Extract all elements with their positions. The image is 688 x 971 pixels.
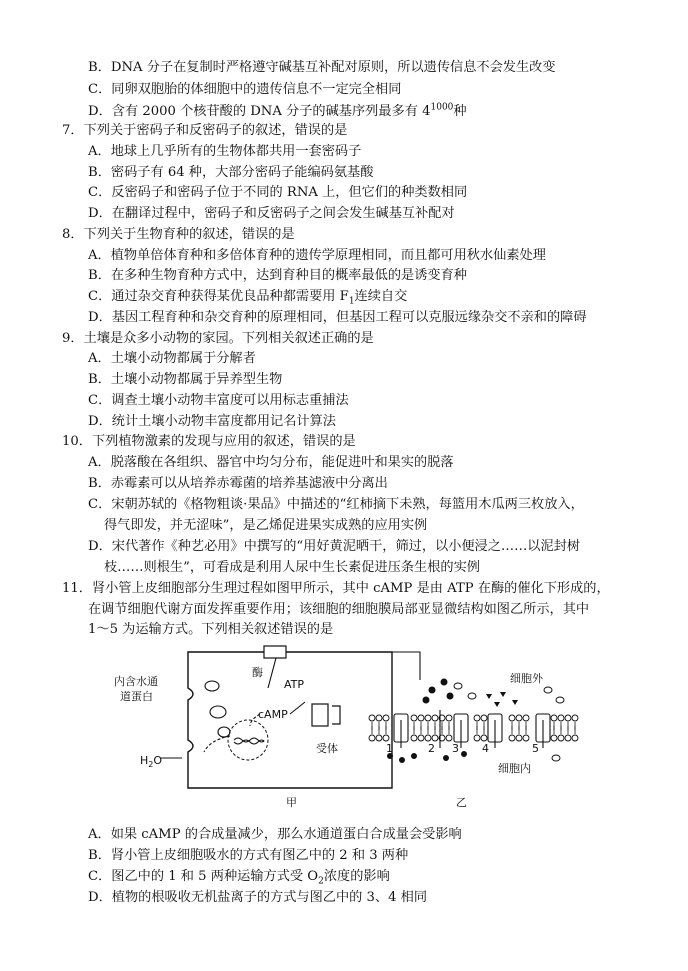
label-atp: ATP (284, 678, 305, 691)
q11-stem-line2: 在调节细胞代谢方面发挥重要作用；该细胞的细胞膜局部亚显微结构如图乙所示，其中 (88, 602, 590, 617)
q10-option-d-line1: D．宋代著作《种艺必用》中撰写的“用好黄泥晒干，筛过，以小便浸之……以泥封树 (88, 539, 581, 554)
solute-particle (468, 693, 476, 699)
label-yi: 乙 (456, 796, 467, 809)
q8-stem: 8．下列关于生物育种的叙述，错误的是 (62, 227, 295, 242)
q8-option-c-subscript: 1 (348, 296, 355, 307)
q10-option-d-line2: 枝……则根生”，可看成是利用人尿中生长素促进压条生根的实例 (104, 560, 480, 575)
q11-stem-line3: 1～5 为运输方式。下列相关叙述错误的是 (88, 622, 334, 637)
figure-jia (114, 646, 420, 809)
q9-stem: 9．土壤是众多小动物的家园。下列相关叙述正确的是 (62, 331, 374, 346)
solute-particle (552, 755, 560, 761)
phospholipid-head (551, 715, 557, 721)
q8-option-a: A．植物单倍体育种和多倍体育种的遗传学原理相同，而且都可用秋水仙素处理 (88, 248, 546, 263)
phospholipid-head (376, 735, 382, 741)
phospholipid-head (516, 735, 522, 741)
q9-option-d: D．统计土壤小动物丰富度都用记名计算法 (88, 414, 336, 429)
q9-option-b: B．土壤小动物都属于异养型生物 (88, 372, 283, 387)
arrow (290, 702, 305, 714)
label-receptor: 受体 (316, 742, 338, 755)
phospholipid-head (376, 715, 382, 721)
q6-option-d (88, 103, 467, 121)
receptor (312, 704, 328, 726)
label-inside: 细胞内 (498, 762, 531, 775)
solute-particle (441, 679, 448, 686)
label-outside: 细胞外 (510, 672, 543, 685)
q6-option-b: B．DNA 分子在复制时严格遵守碱基互补配对原则，所以遗传信息不会发生改变 (88, 60, 556, 75)
q11-option-a: A．如果 cAMP 的合成量减少，那么水通道蛋白合成量会受影响 (88, 827, 462, 842)
phospholipid-head (516, 715, 522, 721)
label-num-2: 2 (428, 742, 435, 755)
label-h2o (140, 754, 162, 769)
q11-option-c-text: C．图乙中的 1 和 5 两种运输方式受 O (88, 869, 319, 884)
label-enzyme: 酶 (252, 666, 263, 679)
phospholipid-head (509, 735, 515, 741)
phospholipid-head (418, 715, 424, 721)
arrow (204, 736, 230, 752)
q10-option-c-line1: C．宋朝苏轼的《格物粗谈·果品》中描述的“红柿摘下未熟，每篮用木瓜两三枚放入， (88, 497, 584, 512)
phospholipid-head (481, 735, 487, 741)
dna-strand (234, 740, 264, 744)
q10-option-a: A．脱落酸在各组织、器官中均匀分布，能促进叶和果实的脱落 (88, 455, 454, 470)
q8-option-d: D．基因工程育种和杂交育种的原理相同，但基因工程可以克服远缘杂交不亲和的障碍 (88, 310, 587, 325)
solute-particle (512, 700, 518, 705)
phospholipid-head (572, 735, 578, 741)
cell-outline (188, 652, 392, 788)
phospholipid-head (565, 715, 571, 721)
solute-particle (494, 702, 500, 707)
figure-yi (369, 671, 578, 809)
phospholipid-head (523, 715, 529, 721)
q8-option-b: B．在多种生物育种方式中，达到育种目的概率最低的是诱变育种 (88, 268, 467, 283)
solute-particle (411, 753, 417, 759)
label-num-4: 4 (482, 742, 489, 755)
q11-option-c-subscript: 2 (318, 876, 324, 887)
q8-option-c-suffix: 连续自交 (354, 289, 408, 304)
figure-cell-diagram (100, 640, 640, 825)
solute-particle (423, 697, 430, 704)
phospholipid-head (432, 715, 438, 721)
phospholipid-head (425, 715, 431, 721)
phospholipid-head (369, 735, 375, 741)
phospholipid-head (523, 735, 529, 741)
phospholipid-head (509, 715, 515, 721)
label-num-5: 5 (532, 742, 539, 755)
phospholipid-head (551, 735, 557, 741)
phospholipid-head (369, 715, 375, 721)
q11-stem-line1: 11．肾小管上皮细胞部分生理过程如图甲所示，其中 cAMP 是由 ATP 在酶的催化下形成的， (62, 581, 610, 596)
phospholipid-head (411, 715, 417, 721)
membrane-channel (264, 646, 286, 658)
vesicle (205, 681, 219, 691)
phospholipid-head (481, 715, 487, 721)
solute-particle (486, 694, 492, 699)
q8-option-c-text: C．通过杂交育种获得某优良品种都需要用 F (88, 289, 349, 304)
label-vesicle-line2: 道蛋白 (120, 690, 153, 703)
solute-particle (443, 755, 449, 761)
q7-option-b: B．密码子有 64 种，大部分密码子能编码氨基酸 (88, 165, 374, 180)
phospholipid-head (383, 735, 389, 741)
q10-option-b: B．赤霉素可以从培养赤霉菌的培养基滤液中分离出 (88, 476, 388, 491)
phospholipid-head (558, 715, 564, 721)
q11-option-c-suffix: 浓度的影响 (323, 869, 390, 884)
label-h2o-o: O (153, 754, 163, 767)
q7-option-a: A．地球上几乎所有的生物体都共用一套密码子 (88, 144, 362, 159)
q7-option-c: C．反密码子和密码子位于不同的 RNA 上，但它们的种类数相同 (88, 185, 468, 200)
q11-option-d: D．植物的根吸收无机盐离子的方式与图乙中的 3、4 相同 (88, 890, 428, 905)
label-jia: 甲 (286, 796, 297, 809)
q7-stem: 7．下列关于密码子和反密码子的叙述，错误的是 (62, 123, 348, 138)
phospholipid-head (411, 735, 417, 741)
label-vesicle-line1: 内含水通 (114, 675, 158, 688)
phospholipid-head (474, 735, 480, 741)
q11-option-c (88, 868, 390, 886)
q10-stem: 10．下列植物激素的发现与应用的叙述，错误的是 (62, 434, 356, 449)
q9-option-c: C．调查土壤小动物丰富度可以用标志重捕法 (88, 393, 349, 408)
phospholipid-head (383, 715, 389, 721)
label-num-3: 3 (452, 742, 459, 755)
solute-particle (556, 697, 564, 703)
solute-particle (447, 693, 454, 700)
label-num-1: 1 (386, 742, 393, 755)
q7-option-d: D．在翻译过程中，密码子和反密码子之间会发生碱基互补配对 (88, 206, 455, 221)
solute-particle (399, 757, 405, 763)
q6-option-d-text: D．含有 2000 个核苷酸的 DNA 分子的碱基序列最多有 4 (88, 104, 431, 119)
solute-particle (454, 683, 462, 689)
phospholipid-head (432, 735, 438, 741)
q6-option-c: C．同卵双胞胎的体细胞中的遗传信息不一定完全相同 (88, 82, 402, 97)
q11-option-b: B．肾小管上皮细胞吸水的方式有图乙中的 2 和 3 两种 (88, 848, 409, 863)
q9-option-a: A．土壤小动物都属于分解者 (88, 351, 256, 366)
label-h2o-sub: 2 (148, 760, 154, 769)
q8-option-c (88, 288, 407, 306)
solute-particle (429, 687, 436, 694)
solute-particle (500, 692, 506, 697)
solute-particle (461, 751, 467, 757)
phospholipid-head (425, 735, 431, 741)
phospholipid-head (474, 715, 480, 721)
solute-particle (544, 687, 552, 693)
vesicle (210, 706, 226, 718)
label-camp: cAMP (258, 708, 288, 721)
phospholipid-head (558, 735, 564, 741)
q10-option-c-line2: 得气即发，并无涩味”，是乙烯促进果实成熟的应用实例 (104, 518, 428, 533)
arrow (268, 658, 276, 688)
phospholipid-head (446, 715, 452, 721)
phospholipid-head (418, 735, 424, 741)
label-h2o-h: H (140, 754, 149, 767)
phospholipid-head (565, 735, 571, 741)
receptor-ligand (332, 706, 340, 724)
phospholipid-head (572, 715, 578, 721)
phospholipid-head (446, 735, 452, 741)
arrow-to-yi (286, 652, 420, 680)
q6-option-d-exponent: 1000 (430, 102, 454, 113)
q6-option-d-suffix: 种 (453, 104, 467, 119)
